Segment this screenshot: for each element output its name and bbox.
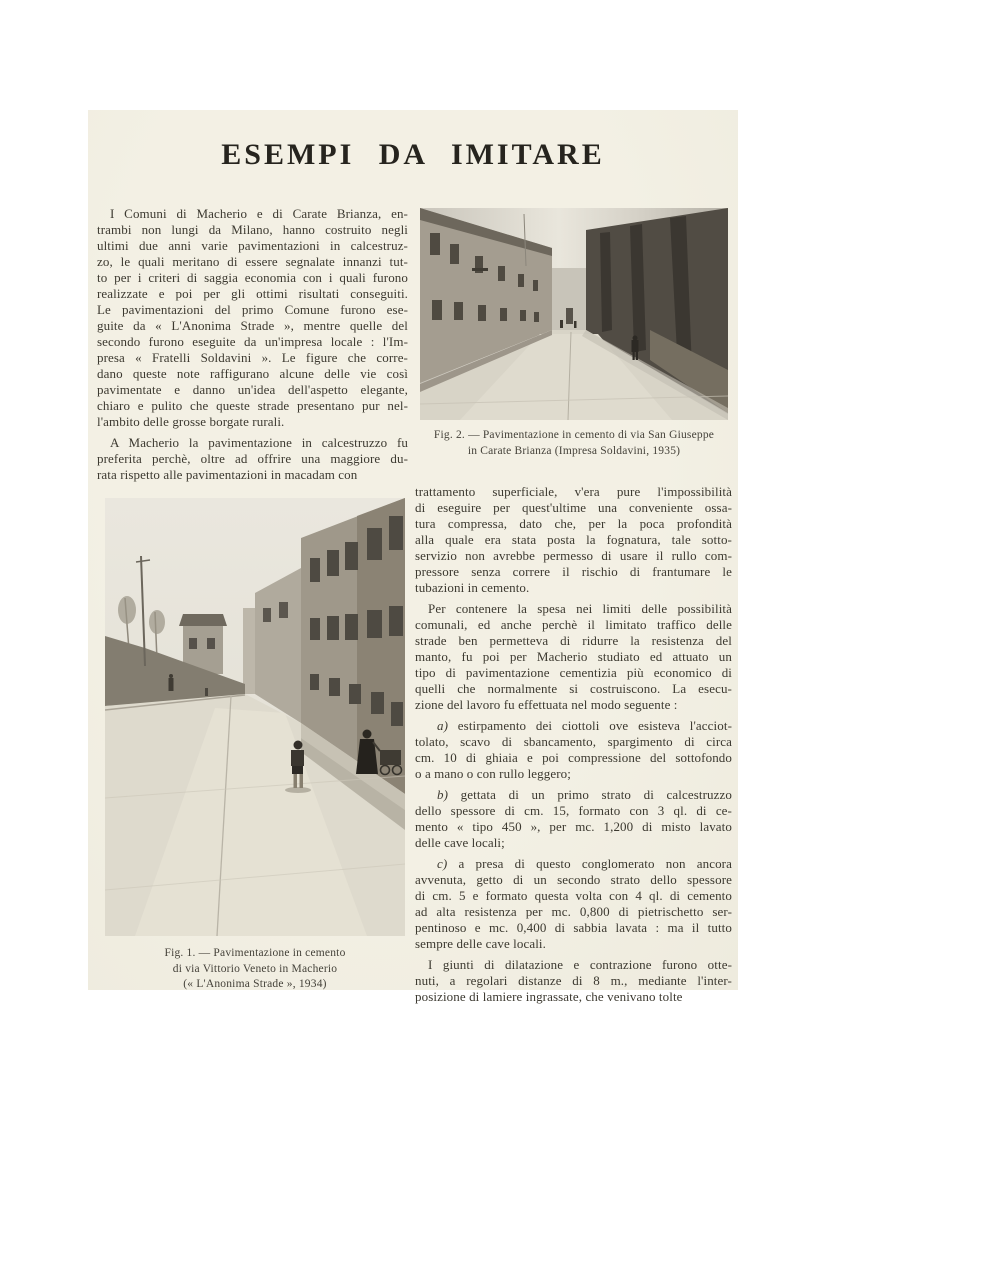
list-item-c: c) a presa di questo conglomerato non ancora avvenuta, getto di un secondo strato dello spessore di cm. 5 e formato questa volta con 4 ql. di cemento ad alta resistenza per mc. 0,800 di pietrischetto ser- pentinoso e mc. 0,400 di sabbia lavata : ma il tutto sempre delle cave locali. (415, 856, 732, 951)
paragraph: I Comuni di Macherio e di Carate Brianza, en- trambi non lungi da Milano, hanno costruito negli ultimi due anni varie pavimentazioni in calcestruz- zo, le quali meritano di essere segnalate innanzi tut- to per i criteri di saggia economia con i quali furono realizzate e poi per gli ottimi risultati conseguiti. Le pavimentazioni del primo Comune furono ese- guite da « L'Anonima Strade », mentre quelle del secondo furono eseguite da un'impresa locale : l'Im- presa « Fratelli Soldavini ». Le figure che corre- dano queste note raffigurano alcune delle vie così pavimentate e danno un'idea dell'aspetto elegante, chiaro e pulito che queste strade presentano pur nel- l'ambito delle grosse borgate rurali. (97, 206, 408, 429)
fig1-street-photo (105, 498, 405, 936)
paragraph: Per contenere la spesa nei limiti delle possibilità comunali, ed anche perchè il limitato traffico delle strade ben permetteva di ridurre la resistenza del manto, fu poi per Macherio studiato ed attuato un tipo di pavimentazione cementizia più economico di quelli che normalmente si costruiscono. La esecu- zione del lavoro fu effettuata nel modo seguente : (415, 601, 732, 712)
paragraph: I giunti di dilatazione e contrazione furono otte- nuti, a regolari distanze di 8 m., mediante l'inter- posizione di lamiere ingrassate, che venivano tolte (415, 957, 732, 1004)
figure1 (105, 498, 405, 936)
paragraph: trattamento superficiale, v'era pure l'impossibilità di eseguire per quest'ultime una conveniente ossa- tura compressa, dato che, per la poca profondità alla quale era stata posta la fognatura, tale sotto- servizio non avrebbe permesso di usare il rullo com- pressore senza correre il rischio di frantumare le tubazioni in cemento. (415, 484, 732, 595)
figure2 (420, 208, 728, 420)
page-title: ESEMPI DA IMITARE (221, 138, 605, 171)
list-item-a: a) estirpamento dei ciottoli ove esisteva l'acciot- tolato, scavo di sbancamento, spargimento di circa cm. 10 di ghiaia e poi compressione del sottofondo o a mano o con rullo leggero; (415, 718, 732, 781)
fig2-street-photo (420, 208, 728, 420)
figure1-caption: Fig. 1. — Pavimentazione in cemento di via Vittorio Veneto in Macherio (« L'Anonima Strade », 1934) (164, 947, 346, 990)
figure2-caption: Fig. 2. — Pavimentazione in cemento di via San Giuseppe in Carate Brianza (Impresa Soldavini, 1935) (433, 429, 715, 457)
list-item-b: b) gettata di un primo strato di calcestruzzo dello spessore di cm. 15, formato con 3 ql. di ce- mento « tipo 450 », per mc. 1,200 di misto lavato delle cave locali; (415, 787, 732, 850)
paragraph: A Macherio la pavimentazione in calcestruzzo fu preferita perchè, oltre ad offrire una maggiore du- rata rispetto alle pavimentazioni in macadam con (97, 435, 408, 482)
right-text-column (415, 484, 732, 1005)
paper-sheet (88, 110, 738, 1004)
left-text-column (97, 206, 408, 483)
